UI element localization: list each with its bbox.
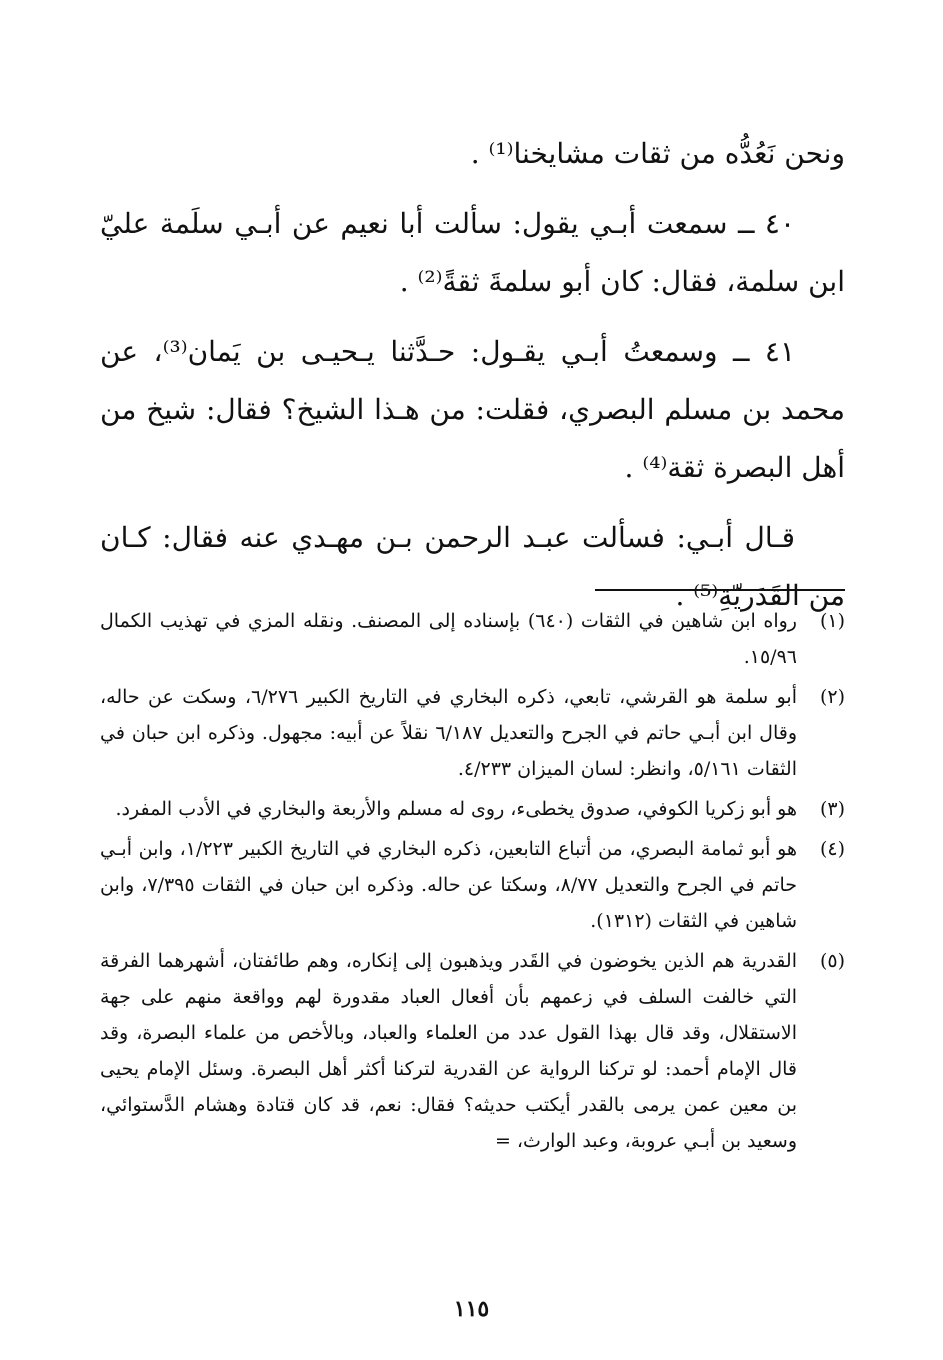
- paragraph-41: ٤١ ــ وسمعتُ أبـي يقـول: حـدَّثنا يـحيـى بن يَمان⁽³⁾، عن محمد بن مسلم البصري، فقلت: من هـذا الشيخ؟ فقال: شيخ من أهل البصرة ثقة⁽⁴⁾ .: [100, 335, 845, 484]
- footnote-number: (٤): [819, 838, 845, 860]
- paragraph-40: ٤٠ ــ سمعت أبـي يقول: سألت أبا نعيم عن أبـي سلَمة عليّ ابن سلمة، فقال: كان أبو سلمةَ ثقةً⁽²⁾ .: [100, 207, 845, 298]
- footnote-number: (١): [819, 610, 845, 632]
- footnote-text: هو أبو ثمامة البصري، من أتباع التابعين، ذكره البخاري في التاريخ الكبير ١/٢٢٣، وابن أبـي حاتم في الجرح والتعديل ٨/٧٧، وسكتا عن حاله. وذكره ابن حبان في الثقات ٧/٣٩٥، وابن شاهين في الثقات (١٣١٢).: [100, 838, 798, 932]
- paragraph-1: ونحن نَعُدُّه من ثقات مشايخنا⁽¹⁾ .: [470, 137, 845, 170]
- footnote-3: [100, 791, 845, 827]
- footnotes: [100, 603, 845, 1163]
- main-text: [100, 125, 845, 637]
- footnote-number: (٣): [819, 798, 845, 820]
- footnote-1: [100, 603, 845, 675]
- footnote-5: [100, 943, 845, 1159]
- footnote-text: أبو سلمة هو القرشي، تابعي، ذكره البخاري في التاريخ الكبير ٦/٢٧٦، وسكت عن حاله، وقال ابن أبـي حاتم في الجرح والتعديل ٦/١٨٧ نقلاً عن أبيه: مجهول. وذكره ابن حبان في الثقات ٥/١٦١، وانظر: لسان الميزان ٤/٢٣٣.: [100, 686, 798, 780]
- footnote-4: [100, 831, 845, 939]
- footnote-divider: [595, 589, 845, 591]
- footnote-2: [100, 679, 845, 787]
- page-number: ١١٥: [453, 1296, 490, 1322]
- footnote-text: القدرية هم الذين يخوضون في القَدر ويذهبون إلى إنكاره، وهم طائفتان، أشهرهما الفرقة التي خالفت السلف في زعمهم بأن أفعال العباد مقدورة لهم وواقعة منهم على جهة الاستقلال، وقد قال بهذا القول عدد من العلماء والعباد، وبالأخص من علماء البصرة، وقد قال الإمام أحمد: لو تركنا الرواية عن القدرية لتركنا أكثر أهل البصرة. وسئل الإمام يحيى بن معين عمن يرمى بالقدر أيكتب حديثه؟ فقال: نعم، قد كان قتادة وهشام الدَّستوائي، وسعيد بن أبـي عروبة، وعبد الوارث، =: [100, 950, 797, 1152]
- footnote-number: (٥): [819, 950, 845, 972]
- footnote-text: رواه ابن شاهين في الثقات (٦٤٠) بإسناده إلى المصنف. ونقله المزي في تهذيب الكمال ١٥/٩٦.: [100, 610, 797, 668]
- footnote-text: هو أبو زكريا الكوفي، صدوق يخطىء، روى له مسلم والأربعة والبخاري في الأدب المفرد.: [115, 798, 797, 820]
- paragraph-4: قـال أبـي: فسألت عبـد الرحمن بـن مهـدي عنه فقال: كـان من القَدَريّةِ⁽⁵⁾ .: [100, 521, 845, 612]
- footnote-number: (٢): [819, 686, 845, 708]
